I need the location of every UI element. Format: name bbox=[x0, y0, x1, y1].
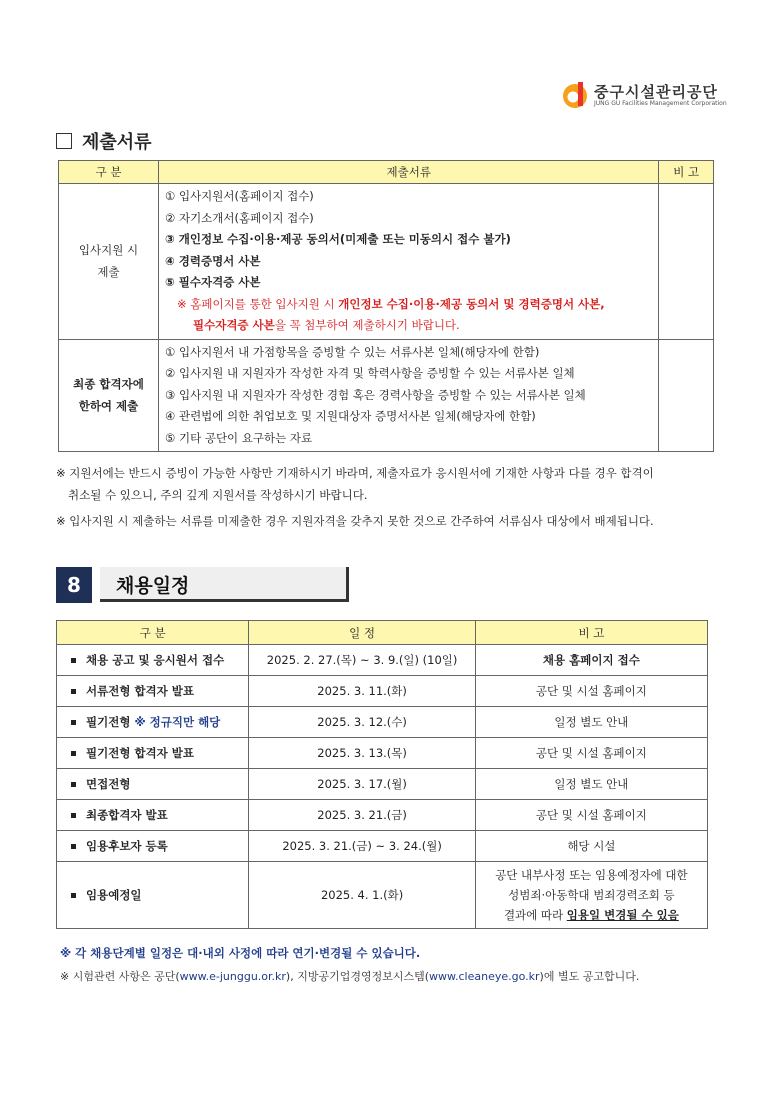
documents-list-cell bbox=[159, 184, 659, 340]
table-row bbox=[57, 645, 708, 676]
table-row bbox=[57, 769, 708, 800]
remark-line: 성범죄·아동학대 범죄경력조회 등 bbox=[508, 888, 675, 902]
category-line: 제출 bbox=[97, 265, 120, 280]
remark-cell: 해당 시설 bbox=[475, 831, 707, 862]
submission-note bbox=[165, 294, 652, 316]
table-row bbox=[57, 707, 708, 738]
corporation-logo bbox=[560, 78, 727, 114]
submission-note-line2 bbox=[165, 315, 652, 337]
bullet-icon bbox=[71, 782, 76, 787]
list-item: ① 입사지원서(홈페이지 접수) bbox=[165, 189, 314, 203]
bullet-icon bbox=[71, 658, 76, 663]
stage-label: 채용 공고 및 응시원서 접수 bbox=[86, 653, 225, 667]
remark-text: 결과에 따라 bbox=[503, 908, 567, 922]
list-item: ① 입사지원서 내 가점항목을 증빙할 수 있는 서류사본 일체(해당자에 한함) bbox=[165, 344, 540, 359]
list-item: ② 자기소개서(홈페이지 접수) bbox=[165, 210, 314, 225]
notice-text: ), 지방공기업경영정보시스템( bbox=[285, 970, 430, 983]
stage-label: 서류전형 합격자 발표 bbox=[86, 684, 194, 698]
application-notice bbox=[56, 462, 716, 506]
stage-label: 필기전형 bbox=[86, 715, 131, 729]
bullet-icon bbox=[71, 813, 76, 818]
date-cell: 2025. 3. 13.(목) bbox=[249, 738, 475, 769]
date-cell: 2025. 3. 17.(월) bbox=[249, 769, 475, 800]
list-item: ③ 입사지원 내 지원자가 작성한 경험 혹은 경력사항을 증빙할 수 있는 서류사본 일체 bbox=[165, 387, 586, 402]
category-cell bbox=[59, 339, 159, 452]
bullet-icon bbox=[71, 720, 76, 725]
table-row bbox=[57, 676, 708, 707]
notice-text: )에 별도 공고합니다. bbox=[539, 970, 640, 983]
list-item: ③ 개인정보 수집·이용·제공 동의서(미제출 또는 미동의시 접수 불가) bbox=[165, 232, 511, 246]
date-cell: 2025. 3. 21.(금) bbox=[249, 800, 475, 831]
date-cell: 2025. 3. 21.(금) ~ 3. 24.(월) bbox=[249, 831, 475, 862]
remark-cell: 공단 및 시설 홈페이지 bbox=[475, 800, 707, 831]
stage-label: 최종합격자 발표 bbox=[86, 808, 168, 822]
note-text: ※ 홈페이지를 통한 입사지원 시 bbox=[177, 296, 339, 311]
date-cell: 2025. 3. 12.(수) bbox=[249, 707, 475, 738]
note-bold-text: 필수자격증 사본 bbox=[193, 318, 275, 332]
logo-mark-icon bbox=[560, 80, 590, 110]
stage-cell bbox=[57, 769, 249, 800]
table-header-row bbox=[57, 621, 708, 645]
table-row bbox=[57, 862, 708, 929]
table-header-row bbox=[59, 161, 714, 184]
header-category: 구 분 bbox=[57, 621, 249, 645]
category-line: 입사지원 시 bbox=[78, 243, 139, 258]
notice-text: ※ 시험관련 사항은 공단( bbox=[60, 970, 180, 983]
notice-line: 취소될 수 있으니, 주의 깊게 지원서를 작성하시기 바랍니다. bbox=[68, 488, 368, 502]
header-documents: 제출서류 bbox=[159, 161, 659, 184]
stage-label: 면접전형 bbox=[86, 777, 131, 791]
table-row bbox=[57, 831, 708, 862]
note-text: 을 꼭 첨부하여 제출하시기 바랍니다. bbox=[274, 318, 460, 332]
remark-underlined-text: 임용일 변경될 수 있음 bbox=[566, 908, 679, 922]
stage-cell bbox=[57, 645, 249, 676]
stage-cell bbox=[57, 831, 249, 862]
remark-cell: 일정 별도 안내 bbox=[475, 769, 707, 800]
date-cell: 2025. 2. 27.(목) ~ 3. 9.(일) (10일) bbox=[249, 645, 475, 676]
schedule-change-notice: ※ 각 채용단계별 일정은 대·내외 사정에 따라 연기·변경될 수 있습니다. bbox=[60, 946, 421, 960]
documents-table bbox=[58, 160, 714, 452]
bullet-icon bbox=[71, 751, 76, 756]
remark-cell: 일정 별도 안내 bbox=[475, 707, 707, 738]
cleaneye-website-link[interactable]: www.cleaneye.go.kr bbox=[429, 970, 540, 983]
stage-cell bbox=[57, 800, 249, 831]
logo-name: 중구시설관리공단 bbox=[594, 83, 718, 101]
remark-line bbox=[476, 905, 707, 925]
stage-cell bbox=[57, 676, 249, 707]
section-header-schedule bbox=[56, 567, 346, 605]
section-title-documents bbox=[56, 128, 152, 154]
logo-english-name: JUNG GU Facilities Management Corporation bbox=[594, 100, 727, 107]
bullet-icon bbox=[71, 893, 76, 898]
notice-line: ※ 지원서에는 반드시 증빙이 가능한 사항만 기재하시기 바라며, 제출자료가 응시원서에 기재한 사항과 다를 경우 합격이 bbox=[56, 466, 654, 480]
corporation-website-link[interactable]: www.e-junggu.or.kr bbox=[179, 970, 286, 983]
list-item: ② 입사지원 내 지원자가 작성한 자격 및 학력사항을 증빙할 수 있는 서류사본 일체 bbox=[165, 366, 575, 380]
stage-label: 임용예정일 bbox=[86, 888, 142, 902]
header-schedule: 일 정 bbox=[249, 621, 475, 645]
stage-cell bbox=[57, 862, 249, 929]
date-cell: 2025. 3. 11.(화) bbox=[249, 676, 475, 707]
remark-cell bbox=[475, 862, 707, 929]
remark-cell: 채용 홈페이지 접수 bbox=[475, 645, 707, 676]
remarks-cell bbox=[659, 184, 714, 340]
list-item: ⑤ 필수자격증 사본 bbox=[165, 275, 261, 289]
stage-label: 임용후보자 등록 bbox=[86, 839, 168, 853]
checkbox-square-icon bbox=[56, 133, 72, 149]
bullet-icon bbox=[71, 844, 76, 849]
note-bold-text: 개인정보 수집·이용·제공 동의서 및 경력증명서 사본, bbox=[338, 296, 605, 311]
list-item: ⑤ 기타 공단이 요구하는 자료 bbox=[165, 430, 313, 445]
section-number-badge: 8 bbox=[56, 567, 92, 603]
table-row bbox=[59, 339, 714, 452]
table-row bbox=[57, 738, 708, 769]
stage-cell bbox=[57, 738, 249, 769]
list-item: ④ 관련법에 의한 취업보호 및 지원대상자 증명서사본 일체(해당자에 한함) bbox=[165, 409, 536, 423]
category-cell bbox=[59, 184, 159, 340]
section-title-text: 제출서류 bbox=[82, 132, 152, 153]
header-remarks: 비 고 bbox=[659, 161, 714, 184]
stage-label: 필기전형 합격자 발표 bbox=[86, 746, 194, 760]
remark-line: 공단 내부사정 또는 임용예정자에 대한 bbox=[495, 868, 688, 882]
exclusion-notice: ※ 입사지원 시 제출하는 서류를 미제출한 경우 지원자격을 갖추지 못한 것으로 간주하여 서류심사 대상에서 배제됩니다. bbox=[56, 514, 654, 528]
documents-list-cell bbox=[159, 339, 659, 452]
remarks-cell bbox=[659, 339, 714, 452]
table-row bbox=[59, 184, 714, 340]
schedule-table bbox=[56, 620, 708, 929]
remark-cell: 공단 및 시설 홈페이지 bbox=[475, 738, 707, 769]
category-line: 한하여 제출 bbox=[78, 399, 139, 414]
header-remarks: 비 고 bbox=[475, 621, 707, 645]
date-cell: 2025. 4. 1.(화) bbox=[249, 862, 475, 929]
section-title-text: 채용일정 bbox=[116, 575, 190, 597]
remark-cell: 공단 및 시설 홈페이지 bbox=[475, 676, 707, 707]
stage-cell bbox=[57, 707, 249, 738]
stage-label-extra: ※ 정규직만 해당 bbox=[130, 715, 221, 729]
header-category: 구 분 bbox=[59, 161, 159, 184]
bullet-icon bbox=[71, 689, 76, 694]
table-row bbox=[57, 800, 708, 831]
list-item: ④ 경력증명서 사본 bbox=[165, 253, 261, 268]
category-line: 최종 합격자에 bbox=[73, 377, 144, 392]
announcement-notice bbox=[60, 968, 639, 984]
